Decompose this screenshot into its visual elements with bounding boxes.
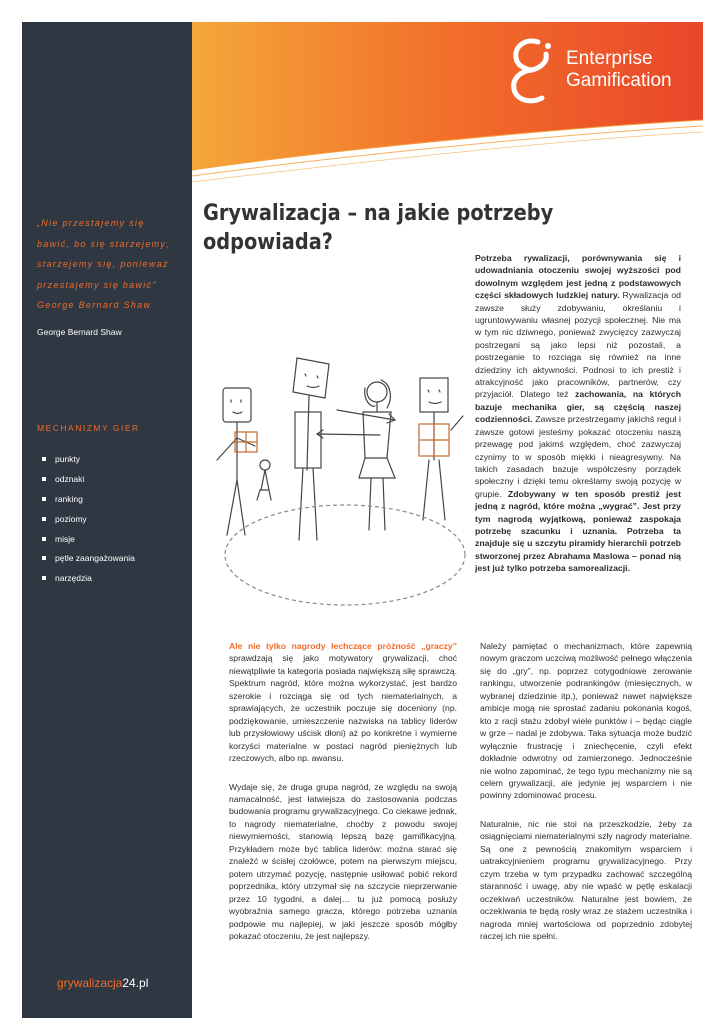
brand-logo-icon xyxy=(508,36,556,106)
quote-line: George Bernard Shaw xyxy=(37,300,152,310)
list-item xyxy=(42,513,135,533)
list-item xyxy=(42,473,135,493)
brand-name-line1: Enterprise xyxy=(566,48,653,69)
people-sketch-image xyxy=(205,350,471,625)
list-item xyxy=(42,533,135,553)
title-line2: odpowiada? xyxy=(203,229,333,255)
quote-line: bawić, bo się starzejemy; xyxy=(37,238,171,249)
intro-bold-3: Zdobywany w ten sposób prestiż jest jedną z nagród, które można „wygrać”. Jest przy tym nagrodą wyjątkową, ponieważ zaspokaja potrzebę szacunku i uznania. Potrzeba ta znajduje się u szczytu piramidy hierarchii potrzeb stworzonej przez Abrahama Maslowa – ponad nią jest już tylko potrzeba samorealizacji. xyxy=(475,488,681,574)
list-item-label: narzędzia xyxy=(55,573,92,584)
list-item-label: poziomy xyxy=(55,513,87,524)
list-item xyxy=(42,453,135,473)
quote-line: przestajemy się bawić” xyxy=(37,279,157,290)
paragraph: Naturalnie, nic nie stoi na przeszkodzie, żeby za osiągnięciami niematerialnymi szły nagrody materialne. Są one z pewnością znakomitym wsparciem i uatrakcyjnieniem programu grywalizacyjnego. Przy czym trzeba w tym przypadku zachować szczególną staranność i uwagę, aby nie wpaść w pętlę eskalacji oczekiwań uczestników. Naturalne jest bowiem, że oczekiwania te będą rosły wraz ze stażem uczestnika i nagroda mniej wartościowa od poprzednio zdobytej raczej ich nie spełni. xyxy=(480,818,692,941)
bullet-icon xyxy=(42,457,46,461)
paragraph: Należy pamiętać o mechanizmach, które zapewnią nowym graczom uczciwą możliwość pełnego włączenia się do „gry”, np. poprzez cotygodniowe zerowanie rankingu, utworzenie podrankingów (miesięcznych, w wybranej dziedzinie itp.), ponieważ nawet największe ambicje mogą nie sprostać zadaniu pokonania kogoś, kto z racji stażu zdobył wiele punktów i – będąc ciągle w grze – nadal je zdobywa. Taka sytuacja może budzić wyłącznie frustrację i zniechęcenie, czyli efekt dokładnie odwrotny od zamierzonego. Jednocześnie nie wolno zapominać, że tego typu mechanizmy nie są celem grywalizacji, ale jedynie jej wsparciem i nie powinny zdominować procesu. xyxy=(480,641,692,801)
intro-paragraph xyxy=(475,252,681,575)
mechanisms-list xyxy=(42,453,135,592)
intro-bold-2: zachowania, na których bazuje mechanika gier, są częścią naszej codzienności. xyxy=(475,389,681,425)
lead-highlight: Ale nie tylko nagrody łechczące próżność „graczy” xyxy=(229,641,457,651)
list-item-label: odznaki xyxy=(55,473,85,484)
title-line1: Grywalizacja – na jakie potrzeby xyxy=(203,200,554,226)
footer-site-link[interactable] xyxy=(57,976,148,990)
site-name-part2: 24.pl xyxy=(122,976,149,990)
brand-logo xyxy=(508,36,556,106)
article-column-1 xyxy=(229,640,457,942)
quote-author: George Bernard Shaw xyxy=(37,327,122,337)
bullet-icon xyxy=(42,556,46,560)
page-title xyxy=(203,199,554,257)
intro-text-2: Zawsze przestrzegamy jakichś reguł i zawsze gotowi jesteśmy pokazać otoczeniu naszą przewagę pod jakimś względem, choć zazwyczaj czynimy to w sposób miękki i nieagresywny. Na takich zasadach bazuje współczesny porządek społeczny i dzięki temu określamy swoją pozycję w grupie. xyxy=(475,414,681,499)
bullet-icon xyxy=(42,576,46,580)
list-item-label: pętle zaangażowania xyxy=(55,553,135,564)
bullet-icon xyxy=(42,497,46,501)
bullet-icon xyxy=(42,537,46,541)
list-item xyxy=(42,552,135,572)
intro-bold-1: Potrzeba rywalizacji, porównywania się i udowadniania otoczeniu swojej wyższości pod dowolnym względem jest jedną z podstawowych części składowych ludzkiej natury. xyxy=(475,253,681,301)
quote-line: „Nie przestajemy się xyxy=(37,218,145,228)
brand-name-line2: Gamification xyxy=(566,70,672,91)
list-item-label: punkty xyxy=(55,454,81,464)
intro-text-1: Rywalizacja od zawsze służy zdobywaniu, określaniu i ugruntowywaniu własnej pozycji społecznej. Nie ma w tym nic dziwnego, ponieważ zwycięzcy zazwyczaj postrzegani są jako lepsi niż pozostali, a postrzeganie to rozciąga się również na inne dziedziny ich aktywności. Podnosi to ich prestiż i atrakcyjność jako pracowników, partnerów, czy przyjaciół. Dlatego też xyxy=(475,290,681,400)
bullet-icon xyxy=(42,517,46,521)
list-item-label: ranking xyxy=(55,493,83,504)
quote-line: starzejemy się, ponieważ xyxy=(37,259,169,269)
bullet-icon xyxy=(42,477,46,481)
brand-name xyxy=(566,48,672,92)
paragraph: Wydaje się, że druga grupa nagród, ze względu na swoją namacalność, jest łatwiejsza do zastosowania podczas budowania programu grywalizacyjnego. Co ciekawe jednak, to nagrody niematerialne, choćby z powodu swojej niewymierności, stanowią lepszą bazę gamifikacyjną. Przykładem może być tablica liderów: można starać się znaleźć w ścisłej czołówce, potem na pierwszym miejscu, potem utrzymać pozycję, następnie usiłować pobić rekord poprzednika, który utrzymał się na szczycie nieprzerwanie przez 10 tygodni, a dalej… tu już pomocą posłuży wyobraźnia samego gracza, którego potrzeba uznania podpowie mu najlepiej, w jaki jeszcze sposób mógłby pokazać otoczeniu, że jest najlepszy. xyxy=(229,781,457,941)
list-item xyxy=(42,572,135,592)
sidebar-quote xyxy=(37,213,187,316)
paragraph xyxy=(229,640,457,765)
site-name-part1: grywalizacja xyxy=(57,976,123,990)
paragraph-text: sprawdzają się jako motywatory grywalizacji, choć niewątpliwie ta kategoria posiada największą siłę sprawczą. Spektrum nagród, które można wykorzystać, jest bardzo szerokie i rozciąga się od tych niematerialnych, a sprawiających, że uczestnik poczuje się doceniony (np. podziękowanie, umieszczenie nazwiska na tablicy liderów lub przysłowiowy uścisk dłoni) aż po konkretne i wymierne korzyści materialne w postaci nagród pieniężnych lub rzeczowych, albo np. awansu. xyxy=(229,653,457,764)
mechanisms-title: MECHANIZMY GIER xyxy=(37,423,140,433)
sketch-illustration xyxy=(205,350,471,625)
list-item xyxy=(42,493,135,513)
list-item-label: misje xyxy=(55,533,75,544)
article-column-2 xyxy=(480,640,692,942)
